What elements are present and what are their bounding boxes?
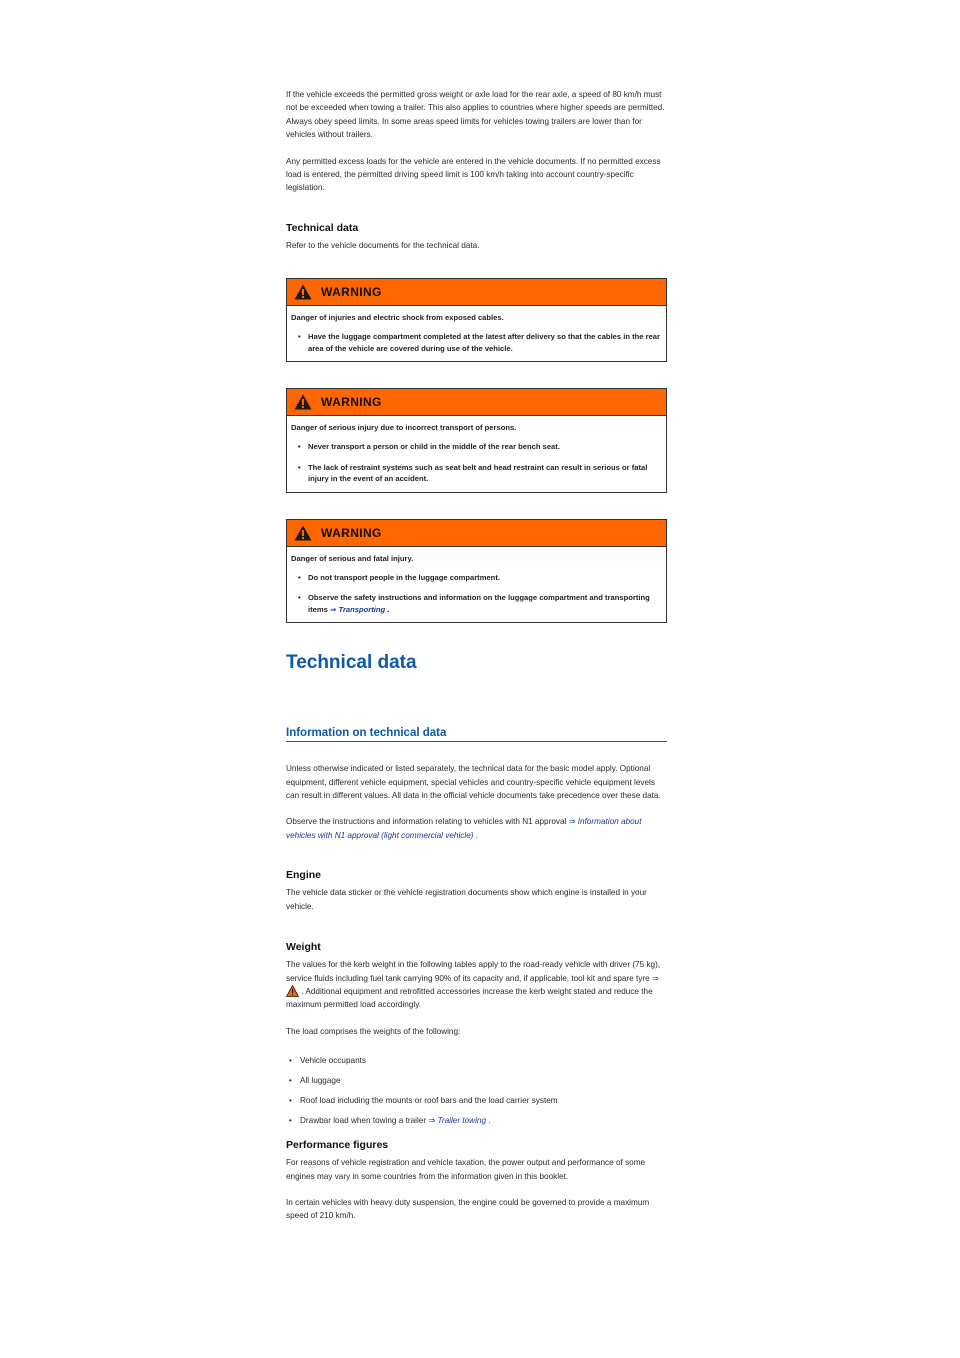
intro-paragraph-2: Any permitted excess loads for the vehicle are entered in the vehicle documents. If no permitted excess load is entered, the permitted driving speed limit is 100 km/h taking into account country-specific legislation.	[286, 156, 661, 193]
info-end: .	[473, 830, 479, 840]
trailer-towing-link[interactable]: ⇒ Trailer towing	[428, 1116, 487, 1126]
page-content	[286, 88, 667, 1236]
weight-text-a: The values for the kerb weight in the following tables apply to the road-ready vehicle with driver (75 kg), service fluids including fuel tank carrying 90% of its capacity and, if applicable, tool kit and spare tyre	[286, 960, 661, 983]
engine-text: The vehicle data sticker or the vehicle registration documents show which engine is installed in your vehicle.	[286, 888, 647, 911]
performance-paragraph-2: In certain vehicles with heavy duty suspension, the engine could be governed to provide a maximum speed of 210 km/h.	[286, 1197, 650, 1221]
load-list	[286, 1054, 667, 1127]
info-paragraph-2	[286, 815, 667, 842]
warning-title: WARNING	[321, 395, 382, 410]
technical-data-subheading: Technical data	[286, 221, 359, 234]
engine-heading: Engine	[286, 869, 322, 882]
warning-triangle-icon	[294, 394, 312, 410]
transporting-link[interactable]: ⇒ Transporting	[329, 604, 386, 614]
warning-header	[287, 389, 666, 416]
warning-item-text: Observe the safety instructions and information on the luggage compartment and transporting items	[308, 593, 650, 614]
warning-lead: Danger of injuries and electric shock from exposed cables.	[291, 313, 504, 323]
list-item-text: Drawbar load when towing a trailer	[300, 1116, 429, 1126]
warning-ref-arrow: ⇒	[651, 973, 659, 983]
info-text: Observe the instructions and information relating to vehicles with N1 approval	[286, 817, 569, 827]
warning-box-persons	[286, 388, 667, 493]
performance-paragraph-1: For reasons of vehicle registration and vehicle taxation, the power output and performance of some engines may vary in some countries from the information given in this booklet.	[286, 1158, 646, 1181]
intro-paragraph-1: If the vehicle exceeds the permitted gross weight or axle load for the rear axle, a speed of 80 km/h must not be exceeded when towing a trailer. This also applies to countries where higher speeds are permitted. Always obey speed limits. In some areas speed limits for vehicles towing trailers are lower than for vehicles without trailers.	[286, 90, 665, 140]
warning-header	[287, 520, 666, 547]
warning-triangle-icon	[294, 284, 312, 300]
warning-item	[291, 592, 661, 615]
warning-header	[287, 279, 666, 306]
list-item: • Vehicle occupants	[286, 1054, 667, 1067]
weight-heading: Weight	[286, 941, 321, 954]
main-heading: Technical data	[286, 652, 417, 674]
warning-item-end: .	[385, 604, 390, 614]
warning-item: • Never transport a person or child in the middle of the rear bench seat.	[291, 441, 661, 453]
weight-text	[286, 958, 667, 1012]
load-intro: The load comprises the weights of the following:	[286, 1026, 461, 1036]
performance-heading: Performance figures	[286, 1139, 389, 1152]
warning-title: WARNING	[321, 285, 382, 300]
list-item: • Roof load including the mounts or roof bars and the load carrier system	[286, 1094, 667, 1107]
warning-lead: Danger of serious and fatal injury.	[291, 553, 414, 563]
list-item-end: .	[486, 1116, 491, 1126]
warning-item: • The lack of restraint systems such as seat belt and head restraint can result in serious or fatal injury in the event of an accident.	[291, 462, 661, 485]
list-item	[286, 1114, 667, 1127]
weight-text-b: . Additional equipment and retrofitted accessories increase the kerb weight stated and reduce the maximum permitted load accordingly.	[286, 986, 653, 1010]
info-paragraph-1: Unless otherwise indicated or listed separately, the technical data for the basic model apply. Optional equipment, different vehicle equipment, special vehicles and country-specific vehicle equipment levels can result in different values. All data in the official vehicle documents take precedence over these data.	[286, 764, 661, 801]
warning-box-cables	[286, 278, 667, 362]
warning-item: • Do not transport people in the luggage compartment.	[291, 572, 661, 584]
warning-item: • Have the luggage compartment completed at the latest after delivery so that the cables in the rear area of the vehicle are covered during use of the vehicle.	[291, 331, 661, 354]
section-heading: Information on technical data	[286, 726, 667, 742]
technical-data-text: Refer to the vehicle documents for the technical data.	[286, 240, 480, 250]
warning-triangle-icon	[286, 985, 299, 997]
list-item: • All luggage	[286, 1074, 667, 1087]
warning-lead: Danger of serious injury due to incorrect transport of persons.	[291, 423, 517, 433]
warning-triangle-icon	[294, 525, 312, 541]
n1-approval-link[interactable]: ⇒ Information about vehicles with N1 approval (light commercial vehicle)	[286, 817, 642, 840]
warning-box-luggage	[286, 519, 667, 624]
warning-title: WARNING	[321, 525, 382, 540]
